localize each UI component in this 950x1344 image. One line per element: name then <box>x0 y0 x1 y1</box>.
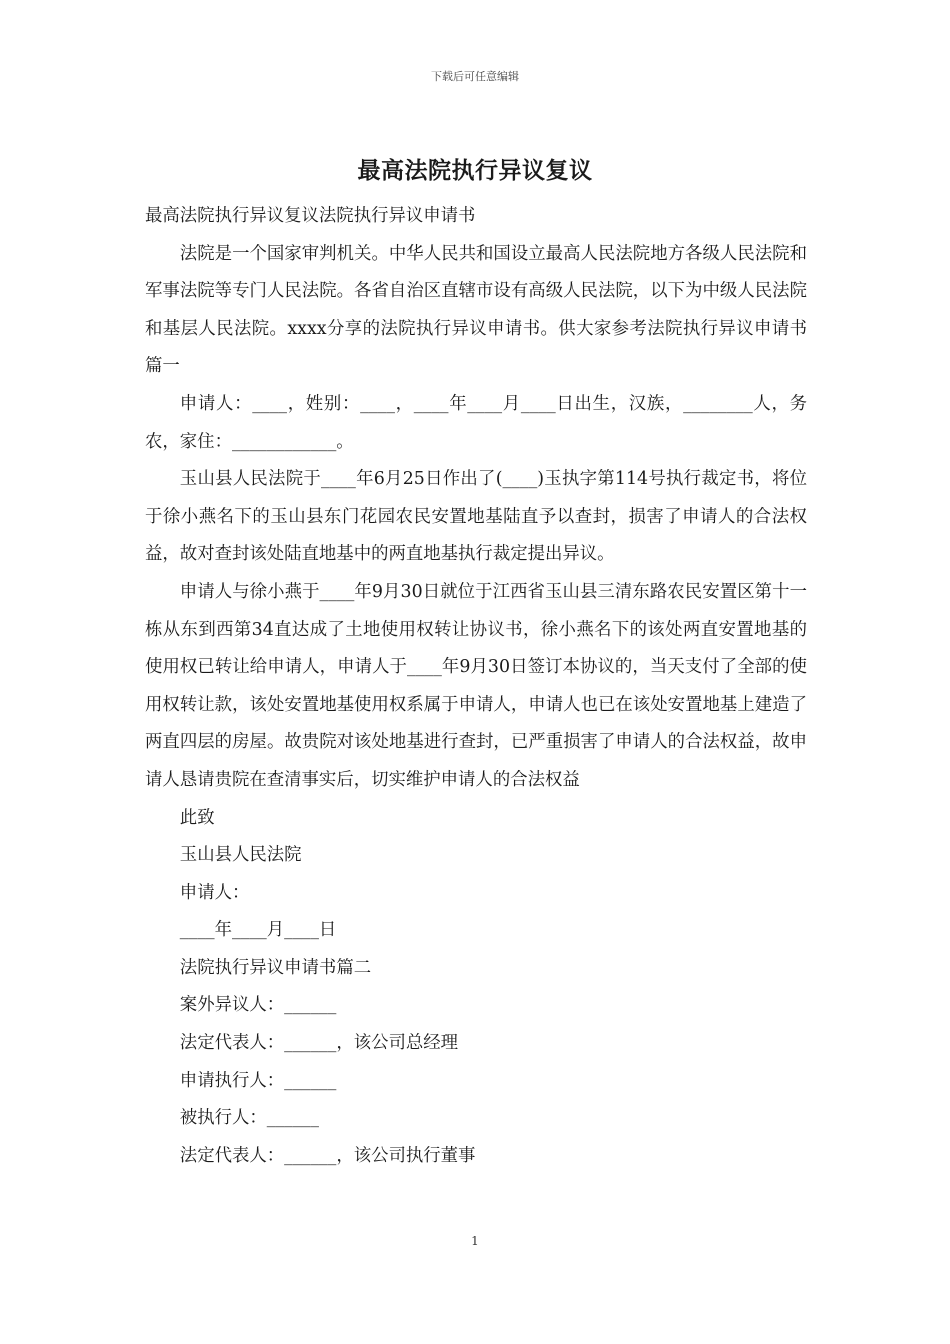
document-title: 最高法院执行异议复议 <box>357 157 593 184</box>
subtitle-line: 最高法院执行异议复议法院执行异议申请书 <box>145 206 476 226</box>
objector-line: 案外异议人：______ <box>179 995 337 1016</box>
page-number: 1 <box>471 1234 479 1248</box>
intro-paragraph: 法院是一个国家审判机关。中华人民共和国设立最高人民法院地方各级人民法院和军事法院等专门人民法院。各省自治区直辖市设有高级人民法院，以下为中级人民法院和基层人民法院。xxxx分享的法院执行异议申请书。供大家参考法院执行异议申请书篇一 <box>145 243 807 377</box>
respondent-legal-rep-line: 法定代表人：______，该公司执行董事 <box>179 1145 476 1166</box>
recipient-court-line: 玉山县人民法院 <box>179 845 302 866</box>
execution-applicant-line: 申请执行人：______ <box>179 1070 337 1091</box>
salutation-line: 此致 <box>179 807 215 828</box>
legal-rep-line: 法定代表人：______，该公司总经理 <box>179 1033 459 1054</box>
respondent-line: 被执行人：______ <box>179 1108 319 1129</box>
applicant-info-paragraph: 申请人：____，姓别：____，____年____月____日出生，汉族，________人，务农，家住：____________。 <box>145 393 807 452</box>
header-note: 下载后可任意编辑 <box>431 70 519 83</box>
document-body <box>145 198 807 1175</box>
court-ruling-paragraph: 玉山县人民法院于____年6月25日作出了(____)玉执字第114号执行裁定书，将位于徐小燕名下的玉山县东门花园农民安置地基陆直予以查封，损害了申请人的合法权益，故对查封该处陆直地基中的两直地基执行裁定提出异议。 <box>145 469 807 565</box>
facts-paragraph: 申请人与徐小燕于____年9月30日就位于江西省玉山县三清东路农民安置区第十一栋从东到西第34直达成了土地使用权转让协议书，徐小燕名下的该处两直安置地基的使用权已转让给申请人，申请人于____年9月30日签订本协议的，当天支付了全部的使用权转让款，该处安置地基使用权系属于申请人，申请人也已在该处安置地基上建造了两直四层的房屋。故贵院对该处地基进行查封，已严重损害了申请人的合法权益，故申请人恳请贵院在查清事实后，切实维护申请人的合法权益 <box>145 581 807 790</box>
applicant-signature-line: 申请人： <box>179 882 250 903</box>
date-line: ____年____月____日 <box>179 920 337 941</box>
section-heading-two: 法院执行异议申请书篇二 <box>179 957 372 978</box>
